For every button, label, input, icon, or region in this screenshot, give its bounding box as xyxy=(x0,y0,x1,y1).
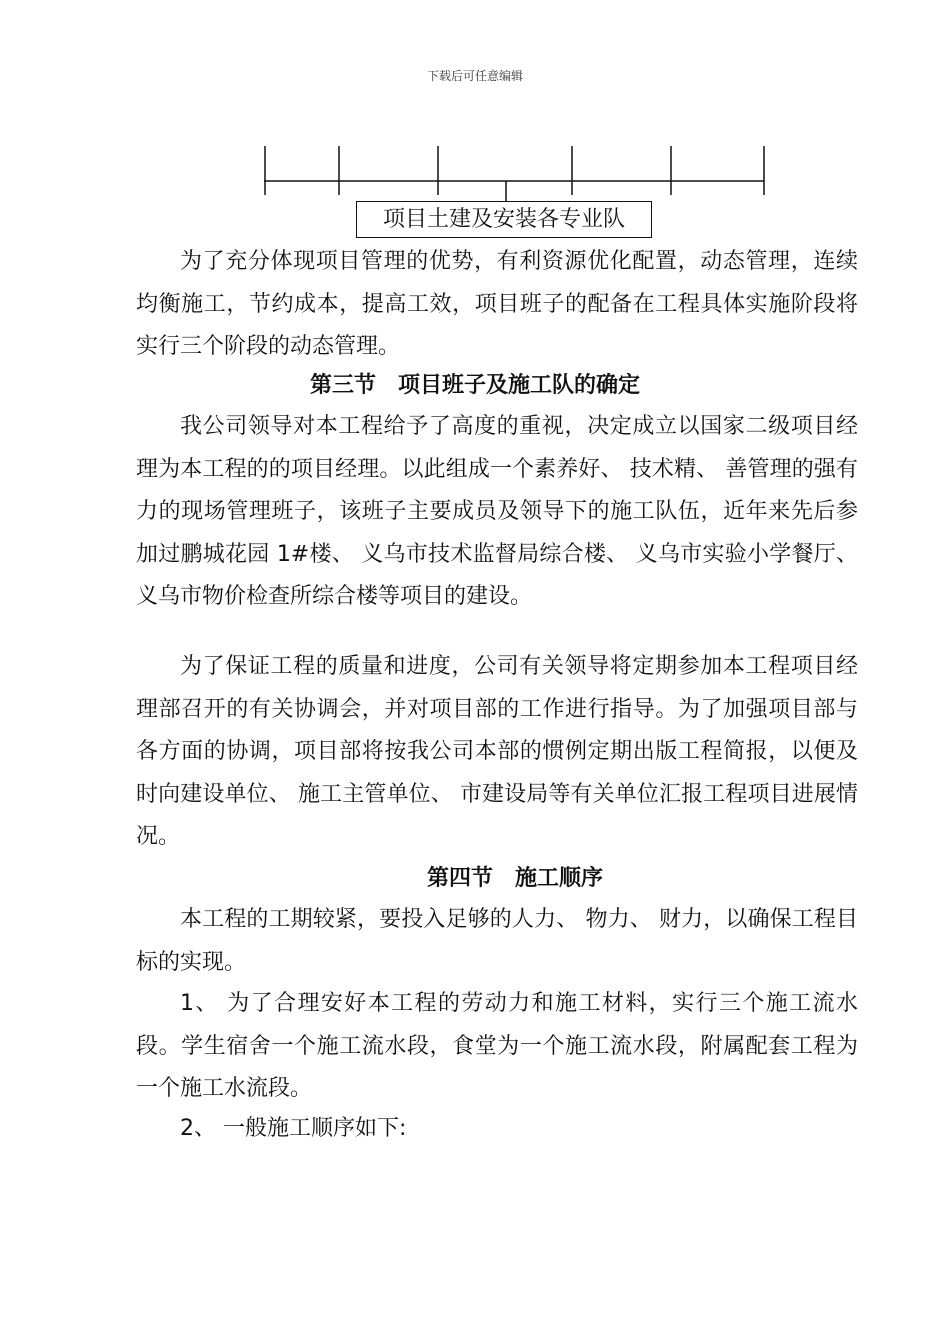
paragraph-5: 1、 为了合理安好本工程的劳动力和施工材料，实行三个施工流水段。学生宿舍一个施工流水段，食堂为一个施工流水段，附属配套工程为一个施工水流段。 xyxy=(136,991,858,1101)
paragraph-4: 本工程的工期较紧，要投入足够的人力、 物力、 财力，以确保工程目标的实现。 xyxy=(136,907,858,975)
page-header-watermark: 下载后可任意编辑 xyxy=(426,69,523,83)
paragraph-3: 为了保证工程的质量和进度，公司有关领导将定期参加本工程项目经理部召开的有关协调会，并对项目部的工作进行指导。为了加强项目部与各方面的协调，项目部将按我公司本部的惯例定期出版工程简报，以便及时向建设单位、 施工主管单位、 市建设局等有关单位汇报工程项目进展情况。 xyxy=(136,654,858,849)
org-box-construction-teams: 项目土建及安装各专业队 xyxy=(356,201,652,238)
section-heading-4 xyxy=(40,858,950,900)
section-3-label: 第三节 xyxy=(309,373,376,398)
section-4-title: 施工顺序 xyxy=(515,866,604,891)
section-4-label: 第四节 xyxy=(426,866,493,891)
section-heading-3 xyxy=(0,365,950,407)
paragraph-1: 为了充分体现项目管理的优势，有利资源优化配置，动态管理，连续均衡施工，节约成本，提高工效，项目班子的配备在工程具体实施阶段将实行三个阶段的动态管理。 xyxy=(136,249,858,359)
section-3-title: 项目班子及施工队的确定 xyxy=(398,373,641,398)
paragraph-6: 2、 一般施工顺序如下: xyxy=(180,1116,407,1141)
paragraph-2: 我公司领导对本工程给予了高度的重视，决定成立以国家二级项目经理为本工程的的项目经理。以此组成一个素养好、 技术精、 善管理的强有力的现场管理班子，该班子主要成员及领导下的施工队伍，近年来先后参加过鹏城花园 1#楼、 义乌市技术监督局综合楼、 义乌市实验小学餐厅、 义乌市物价检查所综合楼等项目的建设。 xyxy=(136,414,858,609)
